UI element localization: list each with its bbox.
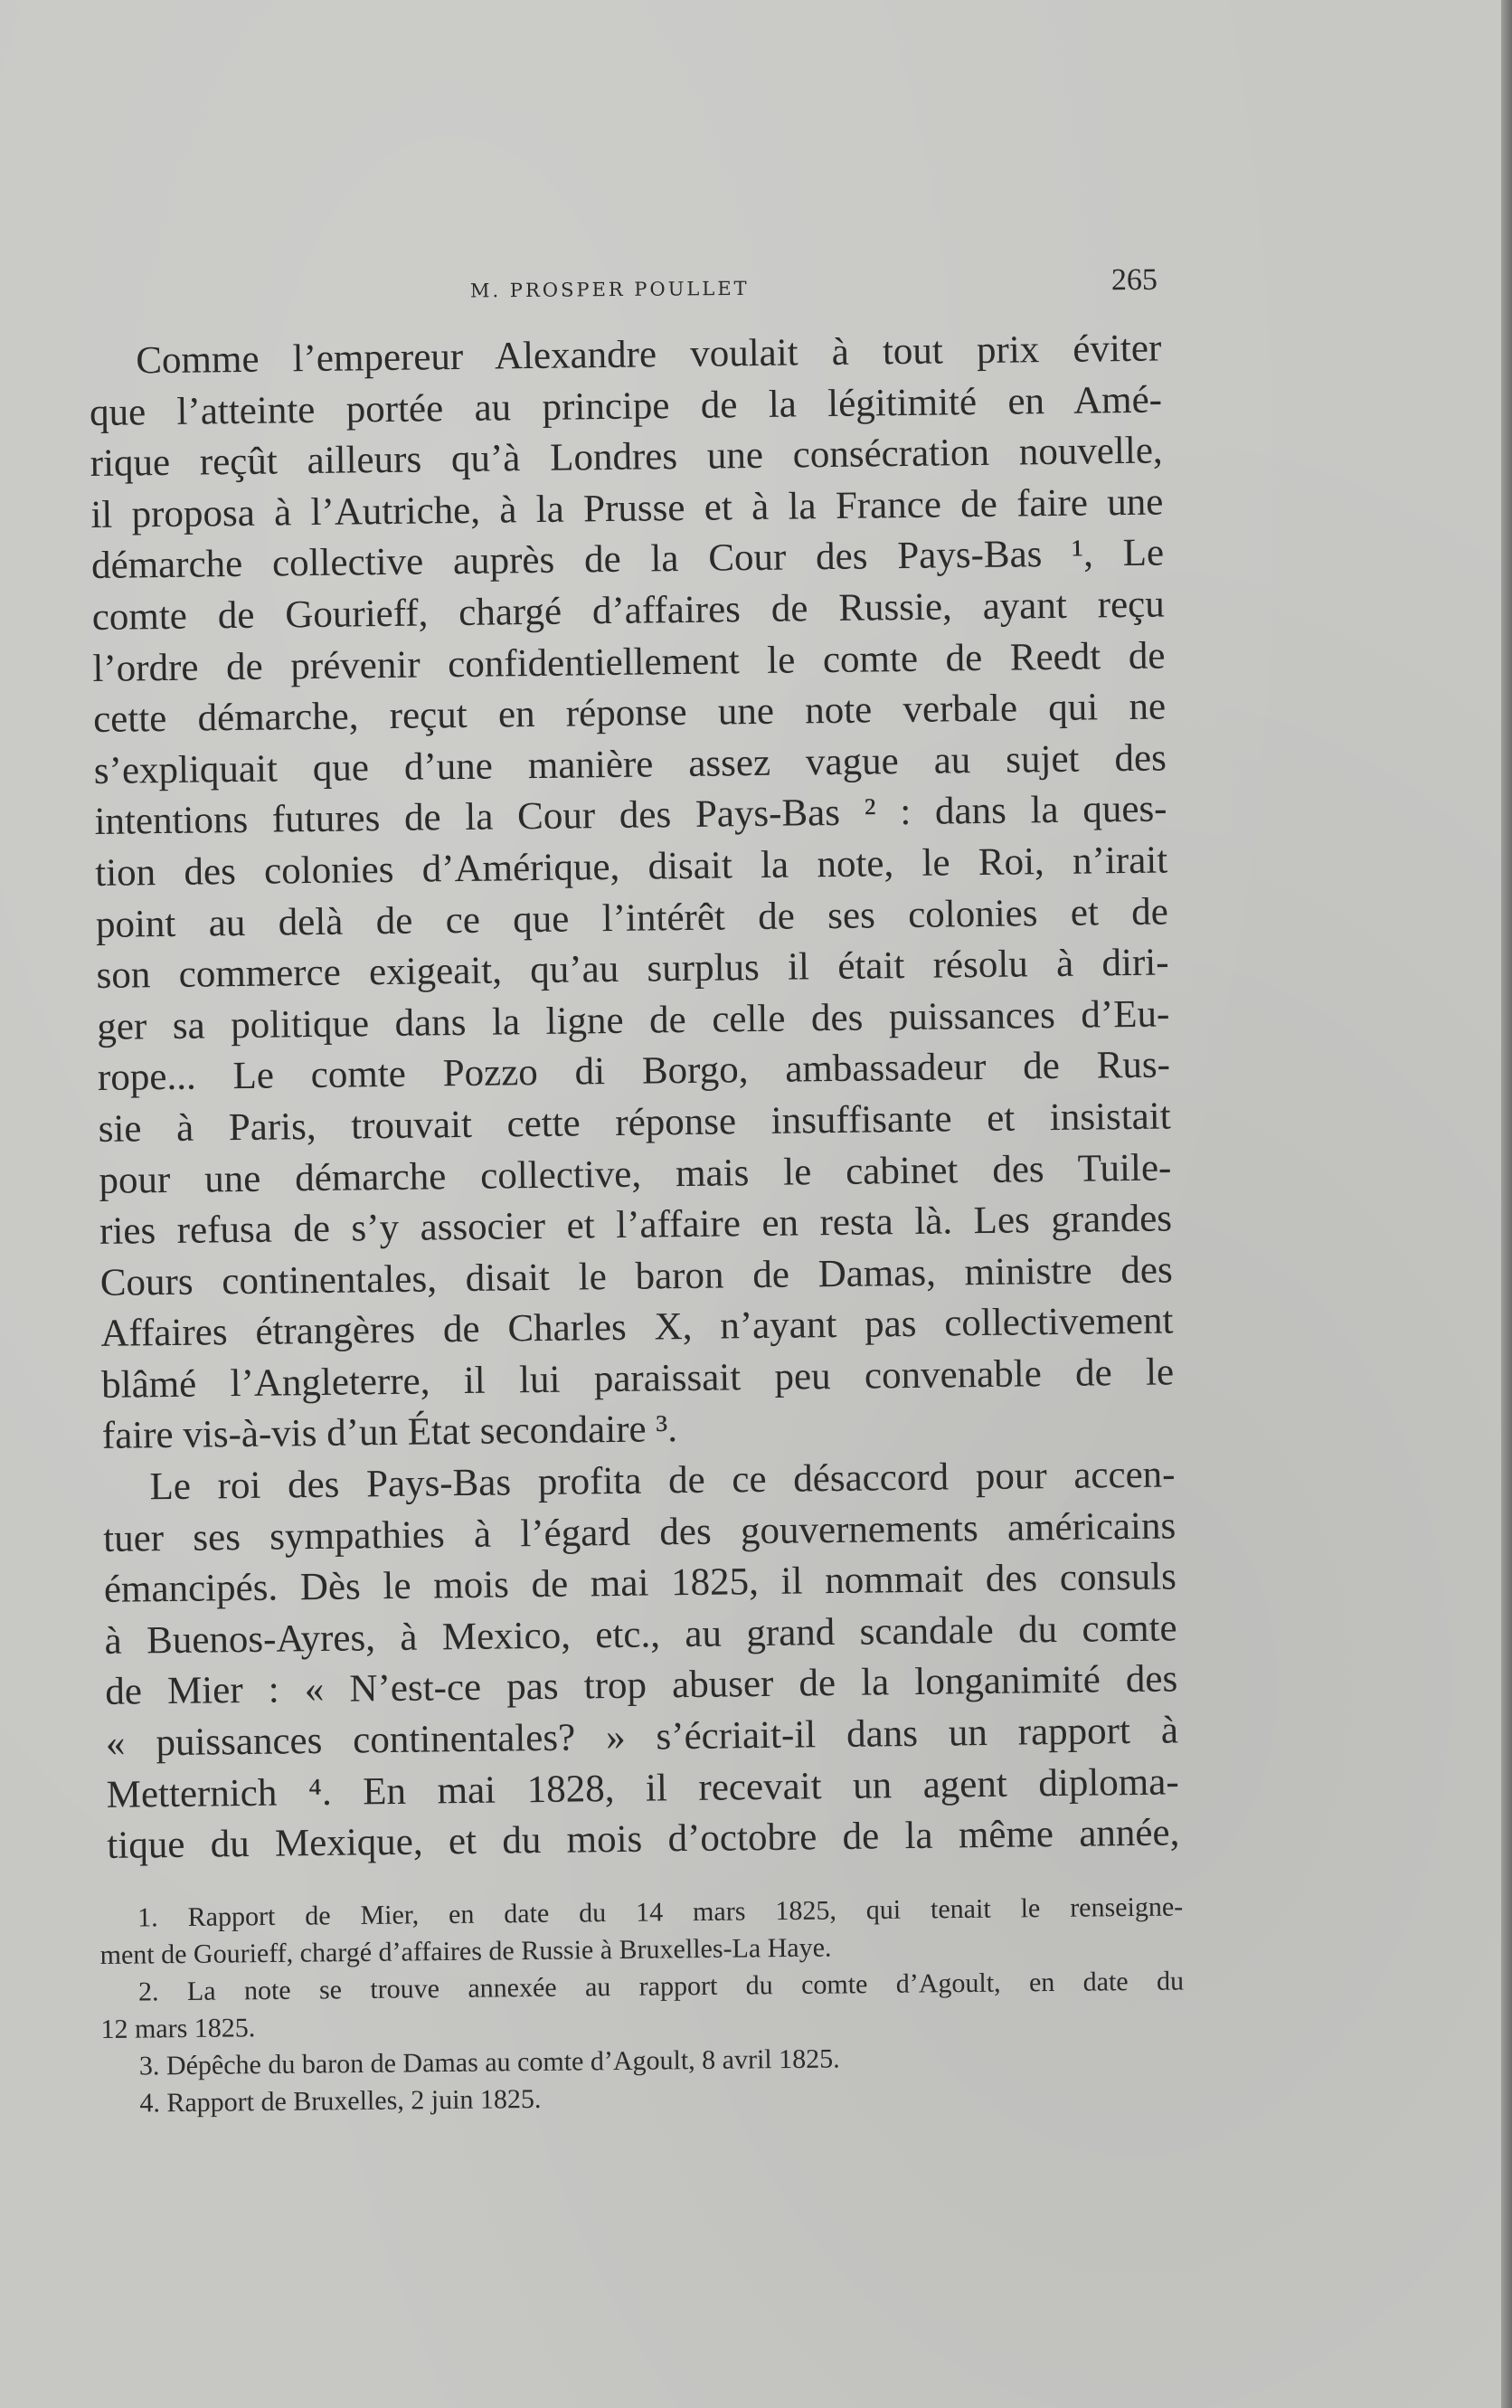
text-line: son commerce exigeait, qu’au surplus il était résolu à diri- <box>96 941 1169 998</box>
text-line: s’expliquait que d’une manière assez vague au sujet des <box>93 736 1167 792</box>
text-line: point au delà de ce que l’intérêt de ses colonies et de <box>95 889 1169 946</box>
text-line: ries refusa de s’y associer et l’affaire en resta là. Les grandes <box>99 1197 1173 1254</box>
text-line: Metternich ⁴. En mai 1828, il recevait un agent diploma- <box>106 1760 1179 1816</box>
text-line: Le roi des Pays-Bas profita de ce désaccord pour accen- <box>149 1453 1176 1509</box>
text-line: rope... Le comte Pozzo di Borgo, ambassadeur de Rus- <box>97 1043 1171 1100</box>
text-line: rique reçût ailleurs qu’à Londres une consécration nouvelle, <box>90 429 1163 486</box>
text-line: Affaires étrangères de Charles X, n’ayant pas collectivement <box>100 1299 1174 1356</box>
footnote-line: 1. Rapport de Mier, en date du 14 mars 1825, qui tenait le renseigne- <box>137 1891 1184 1933</box>
footnote-line: 3. Dépêche du baron de Damas au comte d’Agoult, 8 avril 1825. <box>138 2043 840 2081</box>
footnotes <box>99 1888 1186 2122</box>
text-line: sie à Paris, trouvait cette réponse insuffisante et insistait <box>98 1095 1171 1151</box>
text-line: de Mier : « N’est-ce pas trop abuser de la longanimité des <box>105 1657 1178 1714</box>
text-line: Cours continentales, disait le baron de Damas, ministre des <box>99 1248 1173 1304</box>
text-line: faire vis-à-vis d’un État secondaire ³. <box>101 1408 678 1458</box>
text-line: cette démarche, reçut en réponse une note verbale qui ne <box>92 685 1167 742</box>
footnote-line: 12 mars 1825. <box>100 2013 256 2044</box>
text-line: tique du Mexique, et du mois d’octobre de la même année, <box>107 1811 1180 1868</box>
text-line: intentions futures de la Cour des Pays-Bas ² : dans la ques- <box>94 787 1167 844</box>
page-header <box>90 263 1158 318</box>
text-line: ger sa politique dans la ligne de celle des puissances d’Eu- <box>97 992 1170 1048</box>
text-line: l’ordre de prévenir confidentiellement le comte de Reedt de <box>92 634 1166 690</box>
main-text <box>89 324 1180 1872</box>
text-line: démarche collective auprès de la Cour des Pays-Bas ¹, Le <box>90 531 1165 588</box>
text-line: tion des colonies d’Amérique, disait la note, le Roi, n’irait <box>94 839 1168 895</box>
text-line: à Buenos-Ayres, à Mexico, etc., au grand scandale du comte <box>104 1607 1177 1663</box>
text-line: blâmé l’Angleterre, il lui paraissait peu convenable de le <box>100 1351 1175 1407</box>
text-line: « puissances continentales? » s’écriait-il dans un rapport à <box>105 1709 1179 1765</box>
page-edge-shadow <box>1501 0 1512 2408</box>
page-number: 265 <box>1110 262 1158 298</box>
text-line: pour une démarche collective, mais le cabinet des Tuile- <box>99 1145 1172 1202</box>
text-line: comte de Gourieff, chargé d’affaires de Russie, ayant reçu <box>91 583 1165 639</box>
text-line: que l’atteinte portée au principe de la légitimité en Amé- <box>89 378 1163 434</box>
running-head: M. PROSPER POULLET <box>469 277 750 302</box>
footnote-line: 4. Rapport de Bruxelles, 2 juin 1825. <box>139 2083 542 2119</box>
text-line: émancipés. Dès le mois de mai 1825, il nommait des consuls <box>103 1555 1177 1612</box>
footnote-line: 2. La note se trouve annexée au rapport du comte d’Agoult, en date du <box>137 1966 1185 2007</box>
text-line: Comme l’empereur Alexandre voulait à tout prix éviter <box>136 327 1162 383</box>
footnote-line: ment de Gourieff, chargé d’affaires de Russie à Bruxelles-La Haye. <box>99 1932 832 1970</box>
text-line: il proposa à l’Autriche, à la Prusse et à la France de faire une <box>90 480 1164 536</box>
text-line: tuer ses sympathies à l’égard des gouvernements américains <box>102 1504 1177 1560</box>
